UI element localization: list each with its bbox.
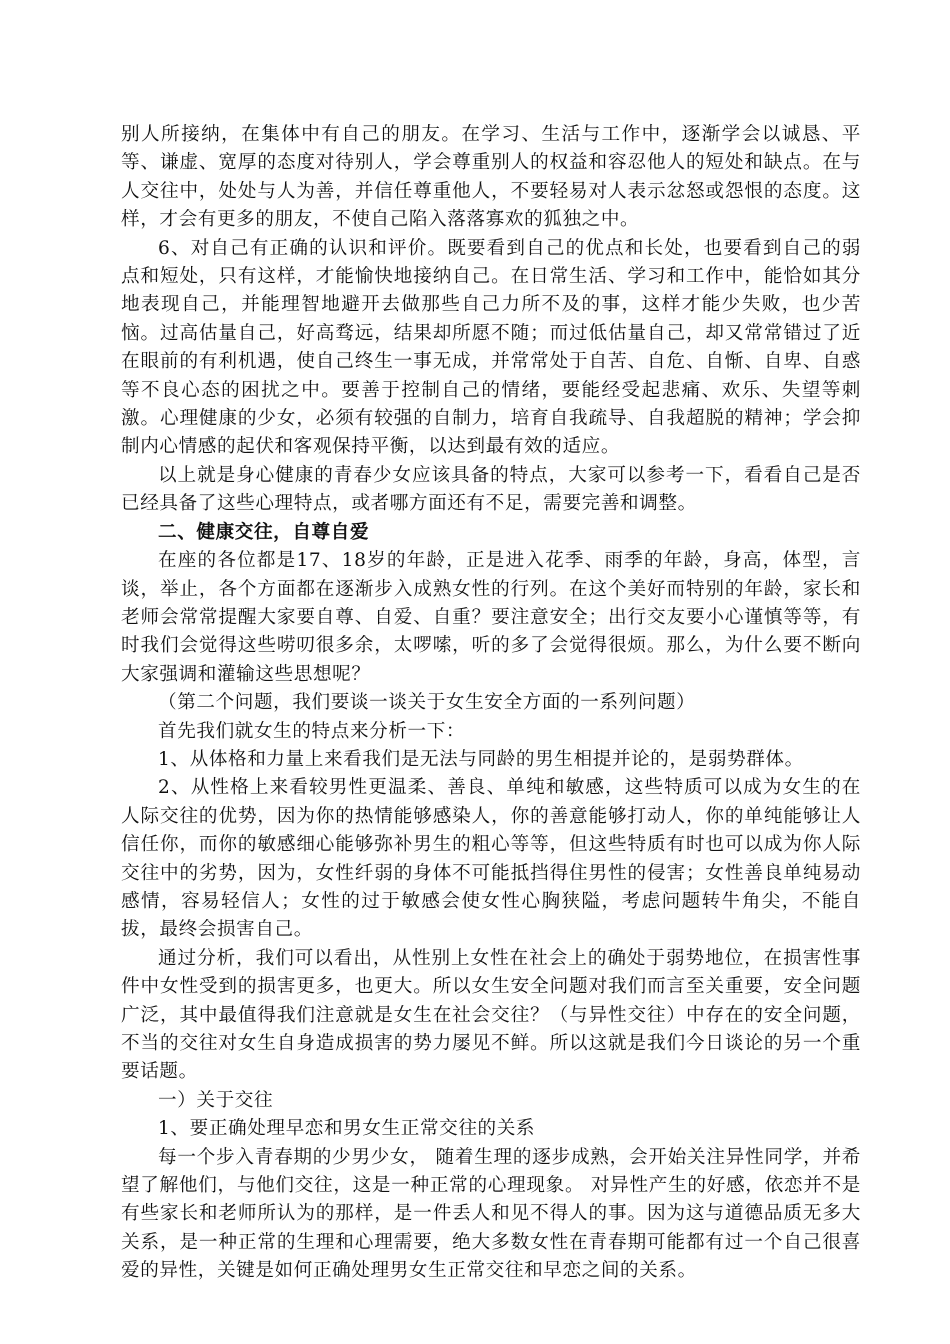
subsection-title: 1、要正确处理早恋和男女生正常交往的关系 <box>158 1118 536 1140</box>
paragraph: （第二个问题，我们要谈一谈关于女生安全方面的一系列问题） <box>158 692 696 714</box>
paragraph: 在座的各位都是17、18岁的年龄，正是进入花季、雨季的年龄，身高，体型，言谈，举止，各个方面都在逐渐步入成熟女性的行列。在这个美好而特别的年龄，家长和老师会常常提醒大家要自尊、自爱、自重？要注意安全；出行交友要小心谨慎等等，有时我们会觉得这些唠叨很多余，太啰嗦，听的多了会觉得很烦。那么，为什么要不断向大家强调和灌输这些思想呢？ <box>121 550 861 685</box>
document-body <box>121 121 861 1286</box>
paragraph: 首先我们就女生的特点来分析一下： <box>158 720 466 742</box>
paragraph: 每一个步入青春期的少男少女， 随着生理的逐步成熟，会开始关注异性同学，并希望了解他们，与他们交往，这是一种正常的心理现象。 对异性产生的好感，依恋并不是有些家长和老师所认为的那样，是一件丢人和见不得人的事。因为这与道德品质无多大关系，是一种正常的生理和心理需要，绝大多数女性在青春期可能都有过一个自己很喜爱的异性，关键是如何正确处理男女生正常交往和早恋之间的关系。 <box>121 1146 861 1282</box>
paragraph: 以上就是身心健康的青春少女应该具备的特点，大家可以参考一下，看看自己是否已经具备了这些心理特点，或者哪方面还有不足，需要完善和调整。 <box>121 464 861 515</box>
section-heading: 二、健康交往，自尊自爱 <box>158 521 370 543</box>
list-item: 1、从体格和力量上来看我们是无法与同龄的男生相提并论的，是弱势群体。 <box>158 748 804 770</box>
list-item: 2、从性格上来看较男性更温柔、善良、单纯和敏感，这些特质可以成为女生的在人际交往的优势，因为你的热情能够感染人，你的善意能够打动人，你的单纯能够让人信任你，而你的敏感细心能够弥补男生的粗心等等，但这些特质有时也可以成为你人际交往中的劣势，因为，女性纤弱的身体不可能抵挡得住男性的侵害；女性善良单纯易动感情，容易轻信人；女性的过于敏感会使女性心胸狭隘，考虑问题转牛角尖，不能自拔，最终会损害自己。 <box>121 777 861 941</box>
paragraph: 6、对自己有正确的认识和评价。既要看到自己的优点和长处，也要看到自己的弱点和短处，只有这样，才能愉快地接纳自己。在日常生活、学习和工作中，能恰如其分地表现自己，并能理智地避开去做那些自己力所不及的事，这样才能少失败，也少苦恼。过高估量自己，好高骛远，结果却所愿不随；而过低估量自己，却又常常错过了近在眼前的有利机遇，使自己终生一事无成，并常常处于自苦、自危、自惭、自卑、自惑等不良心态的困扰之中。要善于控制自己的情绪，要能经受起悲痛、欢乐、失望等刺激。心理健康的少女，必须有较强的自制力，培育自我疏导、自我超脱的精神；学会抑制内心情感的起伏和客观保持平衡，以达到最有效的适应。 <box>121 237 861 458</box>
paragraph: 通过分析，我们可以看出，从性别上女性在社会上的确处于弱势地位，在损害性事件中女性受到的损害更多，也更大。所以女生安全问题对我们而言至关重要，安全问题广泛，其中最值得我们注意就是女生在社会交往？（与异性交往）中存在的安全问题，不当的交往对女生自身造成损害的势力屡见不鲜。所以这就是我们今日谈论的另一个重要话题。 <box>121 947 861 1083</box>
paragraph: 别人所接纳，在集体中有自己的朋友。在学习、生活与工作中，逐渐学会以诚恳、平等、谦虚、宽厚的态度对待别人，学会尊重别人的权益和容忍他人的短处和缺点。在与人交往中，处处与人为善，并信任尊重他人，不要轻易对人表示忿怒或怨恨的态度。这样，才会有更多的朋友，不使自己陷入落落寡欢的狐独之中。 <box>121 124 861 231</box>
subsection-heading: 一）关于交往 <box>158 1089 274 1111</box>
